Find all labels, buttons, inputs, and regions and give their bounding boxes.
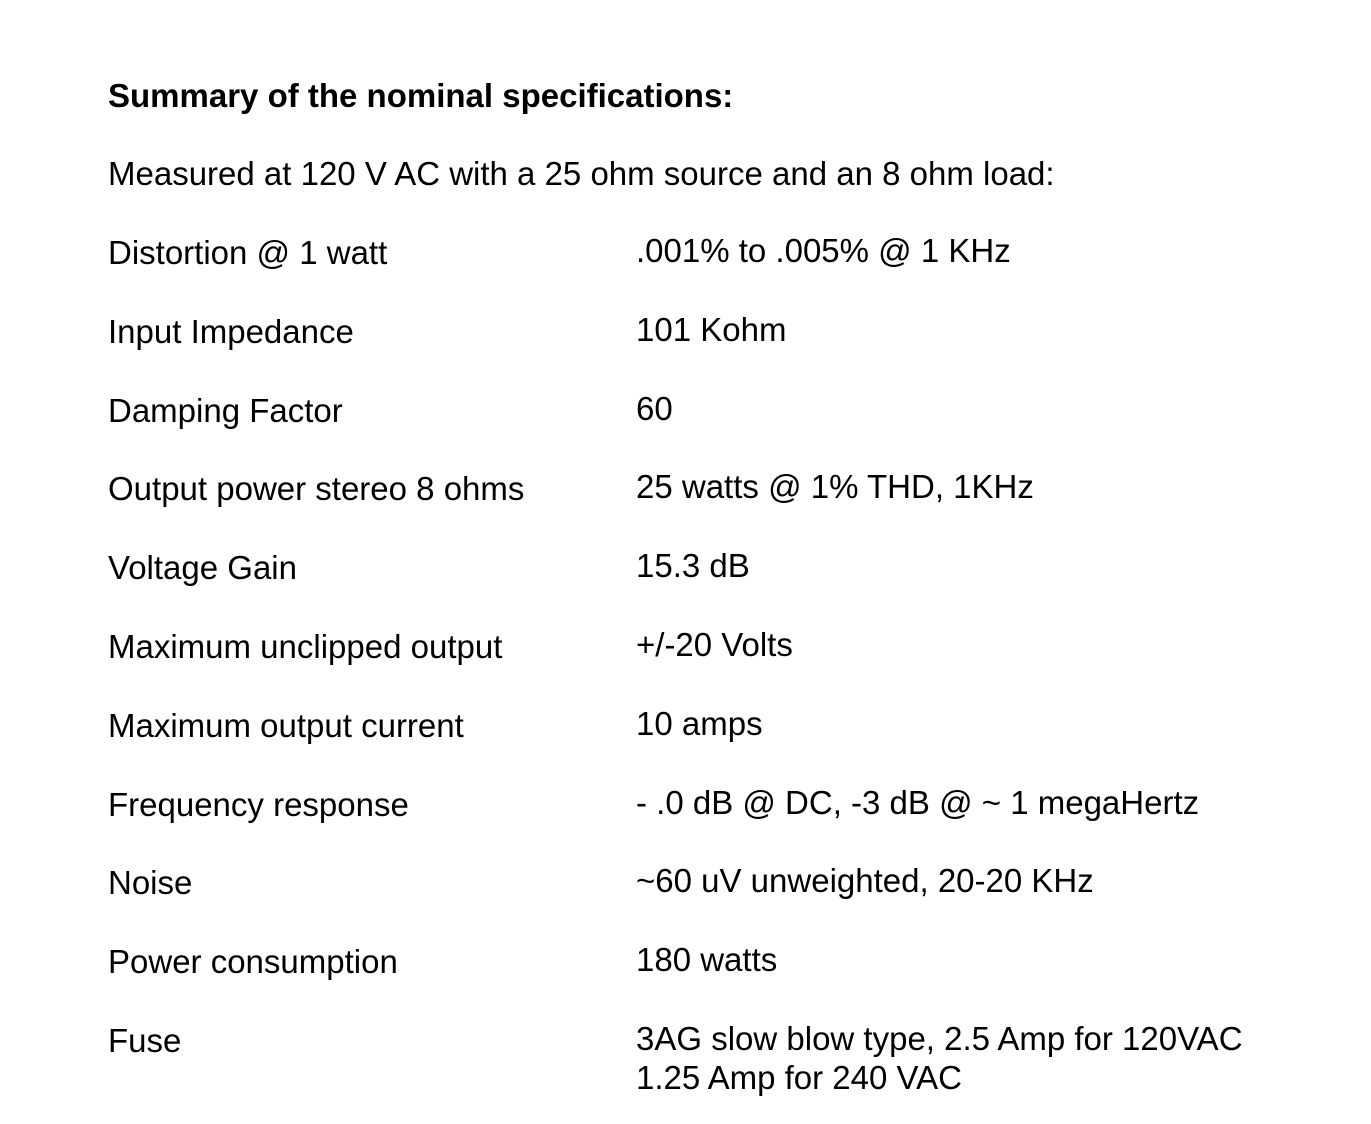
spec-row — [108, 783, 1348, 862]
spec-value — [636, 704, 763, 743]
spec-value — [636, 310, 786, 349]
spec-row — [108, 1019, 1348, 1098]
spec-value-line: ~60 uV unweighted, 20-20 KHz — [636, 862, 1094, 900]
spec-label: Input Impedance — [108, 312, 354, 350]
spec-value — [636, 783, 1199, 822]
spec-label: Maximum unclipped output — [108, 627, 503, 665]
spec-row — [108, 467, 1348, 546]
spec-table — [108, 231, 1348, 1098]
spec-value — [636, 389, 673, 428]
spec-value — [636, 546, 750, 585]
spec-label: Distortion @ 1 watt — [108, 234, 388, 271]
document-heading: Summary of the nominal specifications: — [108, 77, 734, 114]
spec-value-line: - .0 dB @ DC, -3 dB @ ~ 1 megaHertz — [636, 783, 1200, 821]
spec-value-line: 1.25 Amp for 240 VAC — [636, 1058, 962, 1096]
spec-label: Voltage Gain — [108, 549, 297, 587]
spec-value-line: 15.3 dB — [636, 547, 750, 585]
spec-row — [108, 546, 1348, 625]
spec-label: Fuse — [108, 1021, 182, 1059]
spec-value — [636, 231, 1011, 270]
spec-row — [108, 310, 1348, 389]
spec-value — [636, 940, 777, 979]
spec-value-line: +/-20 Volts — [636, 625, 793, 663]
spec-row — [108, 625, 1348, 704]
spec-label: Maximum output current — [108, 706, 464, 744]
spec-value — [636, 1019, 1243, 1097]
spec-row — [108, 940, 1348, 1019]
measurement-conditions: Measured at 120 V AC with a 25 ohm source and an 8 ohm load: — [108, 155, 1055, 192]
spec-label: Frequency response — [108, 785, 409, 823]
spec-value-line: 25 watts @ 1% THD, 1KHz — [636, 468, 1034, 506]
spec-label: Output power stereo 8 ohms — [108, 470, 525, 508]
spec-row — [108, 231, 1348, 310]
spec-value-line: .001% to .005% @ 1 KHz — [636, 232, 1011, 269]
spec-label: Noise — [108, 864, 193, 902]
spec-value — [636, 861, 1094, 900]
spec-row — [108, 704, 1348, 783]
spec-row — [108, 389, 1348, 468]
spec-value-line: 10 amps — [636, 704, 763, 742]
spec-value-line: 180 watts — [636, 941, 778, 979]
spec-value — [636, 467, 1034, 506]
spec-value-line: 3AG slow blow type, 2.5 Amp for 120VAC — [636, 1019, 1243, 1057]
spec-label: Damping Factor — [108, 391, 343, 429]
spec-row — [108, 861, 1348, 940]
spec-value-line: 101 Kohm — [636, 310, 787, 348]
spec-value — [636, 625, 793, 664]
spec-label: Power consumption — [108, 943, 398, 981]
spec-value-line: 60 — [636, 389, 673, 427]
